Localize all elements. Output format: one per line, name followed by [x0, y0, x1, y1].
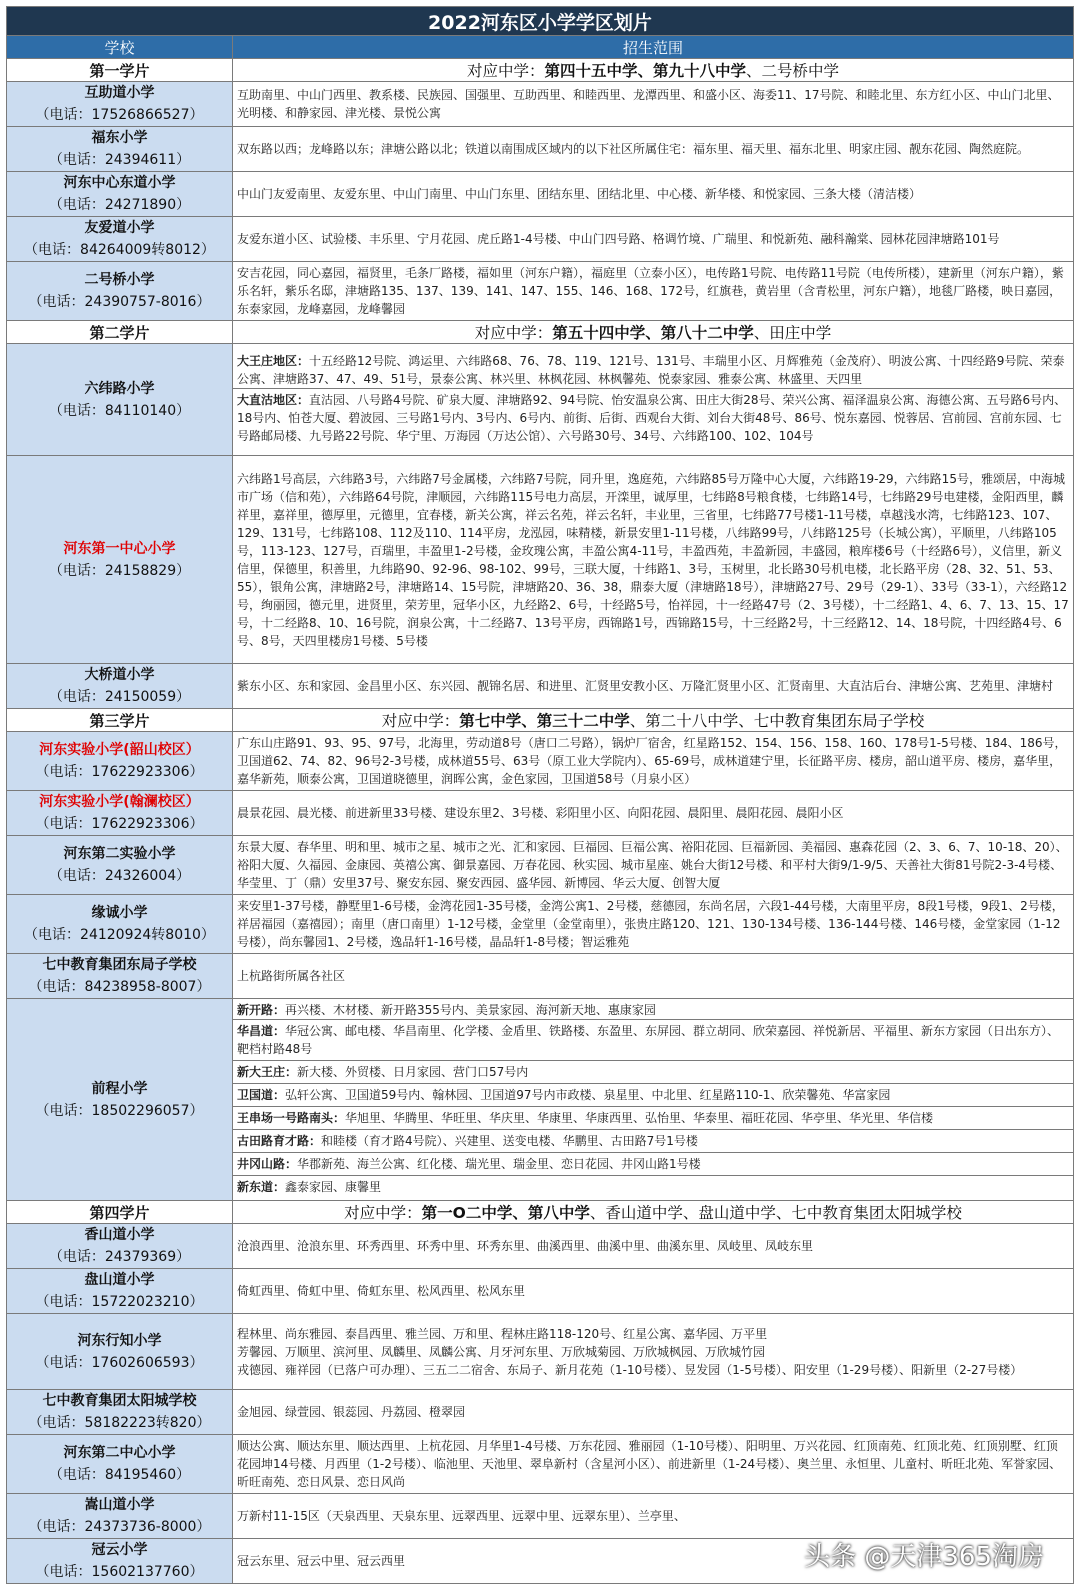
range-text: 万新村11-15区（天泉西里、天泉东里、远翠西里、远翠中里、远翠东里）、兰亭里、	[237, 1509, 686, 1523]
range-section	[233, 1083, 1073, 1106]
range-area-label: 王串场一号路南头：	[237, 1111, 346, 1125]
range-area-label: 新开路：	[237, 1003, 286, 1017]
school-phone: （电话：24271890）	[48, 197, 191, 213]
school-name: 七中教育集团太阳城学校	[42, 1393, 197, 1409]
range-text: 来安里1-37号楼，静墅里1-6号楼，金湾花园1-35号楼，金湾公寓1、2号楼，慈德园，东尚名居，六段1-44号楼，大南里平房，8段1号楼，9段1、2号楼，祥居福园（嘉禧园）；南里（唐口南里）1-12号楼，金堂里（金堂南里），张贵庄路120、121、130-134号楼、136-144号楼、146号楼，金堂家园（1-12号楼），尚东馨园1、2号楼，逸品轩1-16号楼，晶品轩1-8号楼；智运雅苑	[237, 899, 1064, 949]
enrollment-range	[233, 262, 1074, 321]
zone-name: 第二学片	[7, 321, 233, 344]
school-phone: （电话：15722023210）	[35, 1294, 204, 1310]
school-cell	[7, 1435, 233, 1494]
range-text: 紫东小区、东和家园、金昌里小区、东兴园、靓锦名居、和进里、汇贤里安教小区、万隆汇贤里小区、汇贤南里、大直沽后台、津塘公寓、艺苑里、津塘村	[237, 679, 1054, 693]
school-cell	[7, 217, 233, 262]
school-row	[7, 664, 1074, 709]
school-phone: （电话：84264009转8012）	[24, 242, 215, 258]
school-phone: （电话：58182223转820）	[28, 1415, 211, 1431]
school-name: 互助道小学	[84, 85, 155, 101]
zone-row	[7, 1201, 1074, 1224]
range-text: 中山门友爱南里、友爱东里、中山门南里、中山门东里、团结东里、团结北里、中心楼、新华楼、和悦家园、三条大楼（清洁楼）	[237, 187, 922, 201]
range-section	[237, 1437, 1069, 1491]
school-name: 六纬路小学	[84, 380, 155, 397]
school-name: 冠云小学	[91, 1542, 148, 1558]
range-section	[233, 1129, 1073, 1152]
range-area-label: 新东道：	[237, 1180, 286, 1194]
range-area-label: 新大王庄：	[237, 1065, 298, 1079]
enrollment-range	[233, 732, 1074, 791]
school-cell	[7, 664, 233, 709]
range-text: 华冠公寓、邮电楼、华昌南里、化学楼、金盾里、铁路楼、东盈里、东屏园、群立胡同、欣荣嘉园、祥悦新居、平福里、新东方家园（日出东方）、靶档村路48号	[237, 1024, 1060, 1056]
school-phone: （电话：24120924转8010）	[24, 927, 215, 943]
range-text: 六纬路1号高层，六纬路3号，六纬路7号金属楼，六纬路7号院，同升里，逸庭苑，六纬路85号万隆中心大厦，六纬路19-29，六纬路15号，雅颂居，中海城市广场（信和苑），六纬路64号院，津顺园，六纬路115号电力高层，开滦里，诚厚里，七纬路8号粮食楼，七纬路14号，七纬路29号电建楼，金阳西里，麟祥里，嘉祥里，德厚里，元德里，宜春楼，新关公寓，祥云名苑，祥云名轩，丰业里，三省里，七纬路77号楼1-11号楼，卓越浅水湾，七纬路123、107、129、131号，七纬路108、112及110、114平房，龙泓园，味精楼，新景安里1-11号楼，八纬路99号，八纬路125号（长城公寓），平顺里，八纬路105号，113-123、127号，百瑞里，丰盈里1-2号楼，金玫瑰公寓，丰盈公寓4-11号，丰盈西苑，丰盈新园，丰盛园，粮库楼6号（十经路6号），义信里，新义信里，保德里，积善里，九纬路90、92-96、98-102、99号，三联大厦，十纬路1、3号，玉树里，北长路30号机电楼，北长路平房（28、32、51、53、55），银角公寓，津塘路2号，津塘路14、15号院，津塘路20、36、38，鼎泰大厦（津塘路18号），津塘路27号、29号（29-1）、33号（33-1），六经路12号，绚丽园，德元里，进贤里，荣芳里，冠华小区，九经路2、6号，十经路5号，怡祥园，十一经路47号（2、3号楼），十二经路1、4、6、7、13、15、17号，十二经路8、10、16号院，润泉公寓，十二经路7、13号平房，西锦路1号，西锦路15号，十三经路2号，十三经路12、14、18号院，十四经路4号、6号、8号，天四里楼房1号楼、5号楼	[237, 471, 1069, 648]
school-name: 河东实验小学(翰澜校区）	[39, 794, 200, 810]
school-phone: （电话：24390757-8016）	[28, 294, 211, 310]
range-text: 和睦楼（育才路4号院）、兴建里、送变电楼、华鹏里、古田路7号1号楼	[321, 1134, 698, 1148]
enrollment-range	[233, 344, 1074, 456]
range-section	[237, 677, 1069, 695]
school-cell	[7, 1390, 233, 1435]
school-row	[7, 1314, 1074, 1390]
enrollment-range	[233, 999, 1074, 1201]
middle-schools-primary: 第四十五中学、第九十八中学	[544, 62, 746, 80]
zone-name: 第三学片	[7, 709, 233, 732]
range-section	[233, 1152, 1073, 1175]
school-row	[7, 1390, 1074, 1435]
enrollment-range	[233, 1269, 1074, 1314]
school-row	[7, 999, 1074, 1201]
school-phone: （电话：24373736-8000）	[28, 1519, 211, 1535]
school-cell	[7, 1314, 233, 1390]
range-section	[237, 470, 1069, 650]
school-cell	[7, 732, 233, 791]
range-text: 安吉花园，同心嘉园，福贤里，毛条厂路楼，福如里（河东户籍），福庭里（立泰小区），电传路1号院、电传路11号院（电传所楼），建新里（河东户籍），紫乐名轩，紫乐名邸，津塘路135、137、139、141、147、155、146、168、172号，红旗巷，黄岩里（含青松里，河东户籍），地毯厂路楼，映日嘉园，东泰家园，龙峰嘉园，龙峰馨园	[237, 266, 1064, 316]
school-row	[7, 895, 1074, 954]
school-name: 大桥道小学	[84, 667, 155, 683]
title-row	[7, 7, 1074, 36]
middle-schools-other: 、田庄中学	[753, 324, 832, 342]
school-row	[7, 456, 1074, 664]
range-section	[233, 1060, 1073, 1083]
range-section	[237, 86, 1069, 122]
school-phone: （电话：17602606593）	[35, 1354, 204, 1371]
range-text: 广东山庄路91、93、95、97号，北海里，劳动道8号（唐口二号路），锅炉厂宿舍，红星路152、154、156、158、160、178号1-5号楼、184、186号，卫国道62、74、82、96号2-3号楼，成林道55号、63号（原工业大学院内）、65-69号，成林道建宁里，长征路平房、楼房，韶山道平房、楼房，嘉华里，嘉华新苑，顺泰公寓，卫国道晓德里，润晖公寓，金色家园，卫国道58号（月泉小区）	[237, 736, 1067, 786]
school-phone: （电话：24158829）	[48, 562, 191, 579]
range-section	[237, 140, 1069, 158]
school-phone: （电话：24326004）	[48, 868, 191, 884]
enrollment-range	[233, 1390, 1074, 1435]
range-text: 双东路以西；龙峰路以东；津塘公路以北；铁道以南围成区域内的以下社区所属住宅：福东里、福天里、福东北里、明家庄园、靓东花园、陶然庭院。	[237, 142, 1030, 156]
school-name: 七中教育集团东局子学校	[42, 957, 197, 973]
range-text: 沧浪西里、沧浪东里、环秀西里、环秀中里、环秀东里、曲溪西里、曲溪中里、曲溪东里、凤岐里、凤岐东里	[237, 1239, 814, 1253]
range-text: 再兴楼、木材楼、新开路355号内、美景家园、海河新天地、惠康家园	[285, 1003, 656, 1017]
school-cell	[7, 954, 233, 999]
range-section	[237, 897, 1069, 951]
school-row	[7, 217, 1074, 262]
range-section	[233, 388, 1073, 447]
range-text: 友爱东道小区、试验楼、丰乐里、宁月花园、虎丘路1-4号楼、中山门四号路、格调竹境、广瑞里、和悦新苑、融科瀚棠、园林花园津塘路101号	[237, 232, 1000, 246]
zone-middle-schools	[233, 709, 1074, 732]
middle-schools-prefix: 对应中学：	[344, 1204, 422, 1222]
range-section	[237, 967, 1069, 985]
range-section	[237, 1237, 1069, 1255]
school-row	[7, 127, 1074, 172]
range-area-label: 卫国道：	[237, 1088, 286, 1102]
range-section	[237, 185, 1069, 203]
school-phone: （电话：84238958-8007）	[28, 979, 211, 995]
zone-middle-schools	[233, 1201, 1074, 1224]
middle-schools-primary: 第五十四中学、第八十二中学	[552, 324, 754, 342]
zone-middle-schools	[233, 321, 1074, 344]
school-name: 盘山道小学	[84, 1272, 155, 1288]
zone-name: 第一学片	[7, 59, 233, 82]
school-name: 前程小学	[91, 1080, 148, 1097]
range-section	[233, 1019, 1073, 1060]
range-section	[237, 734, 1069, 788]
zone-row	[7, 59, 1074, 82]
school-cell	[7, 895, 233, 954]
zone-row	[7, 709, 1074, 732]
zone-middle-schools	[233, 59, 1074, 82]
range-area-label: 大直沽地区：	[237, 393, 310, 407]
range-section	[237, 838, 1069, 892]
district-table	[6, 6, 1074, 1584]
school-name: 友爱道小学	[84, 220, 155, 236]
enrollment-range	[233, 836, 1074, 895]
range-section	[237, 264, 1069, 318]
school-phone: （电话：17622923306）	[35, 816, 204, 832]
enrollment-range	[233, 456, 1074, 664]
school-phone: （电话：84110140）	[48, 402, 191, 419]
school-cell	[7, 1539, 233, 1584]
range-text: 新大楼、外贸楼、日月家园、营门口57号内	[297, 1065, 529, 1079]
school-cell	[7, 836, 233, 895]
enrollment-range	[233, 1314, 1074, 1390]
middle-schools-other: 、香山道中学、盘山道中学、七中教育集团太阳城学校	[589, 1204, 962, 1222]
school-row	[7, 954, 1074, 999]
school-name: 河东实验小学(韶山校区）	[39, 742, 200, 758]
school-cell	[7, 82, 233, 127]
range-area-label: 华昌道：	[237, 1024, 286, 1038]
range-text: 冠云东里、冠云中里、冠云西里	[237, 1554, 406, 1568]
school-name: 河东行知小学	[77, 1332, 162, 1349]
middle-schools-prefix: 对应中学：	[466, 62, 545, 80]
school-phone: （电话：24150059）	[48, 689, 191, 705]
school-cell	[7, 344, 233, 456]
range-area-label: 井冈山路：	[237, 1157, 298, 1171]
school-cell	[7, 1494, 233, 1539]
enrollment-range	[233, 1435, 1074, 1494]
watermark-text: 头条 @天津365淘房	[804, 1542, 1044, 1572]
range-section	[233, 1106, 1073, 1129]
school-phone: （电话：24379369）	[48, 1249, 191, 1265]
school-name: 缘诚小学	[91, 905, 148, 921]
header-row	[7, 36, 1074, 59]
enrollment-range	[233, 954, 1074, 999]
school-name: 香山道小学	[84, 1227, 155, 1243]
school-phone: （电话：18502296057）	[35, 1102, 204, 1119]
enrollment-range	[233, 82, 1074, 127]
school-row	[7, 344, 1074, 456]
school-cell	[7, 262, 233, 321]
range-section	[237, 1403, 1069, 1421]
range-section	[237, 230, 1069, 248]
school-phone: （电话：84195460）	[48, 1467, 191, 1483]
header-range: 招生范围	[233, 36, 1074, 59]
school-cell	[7, 127, 233, 172]
school-name: 嵩山道小学	[84, 1497, 155, 1513]
school-row	[7, 791, 1074, 836]
school-name: 河东第二实验小学	[63, 846, 176, 862]
range-text: 上杭路街所属各社区	[237, 969, 346, 983]
zone-name: 第四学片	[7, 1201, 233, 1224]
range-area-label: 古田路育才路：	[237, 1134, 322, 1148]
school-row	[7, 262, 1074, 321]
school-row	[7, 732, 1074, 791]
school-cell	[7, 999, 233, 1201]
range-text: 倚虹西里、倚虹中里、倚虹东里、松风西里、松风东里	[237, 1284, 526, 1298]
school-row	[7, 1224, 1074, 1269]
enrollment-range	[233, 1224, 1074, 1269]
range-text: 鑫泰家园、康馨里	[285, 1180, 382, 1194]
enrollment-range	[233, 172, 1074, 217]
enrollment-range	[233, 664, 1074, 709]
enrollment-range	[233, 791, 1074, 836]
school-name: 河东第一中心小学	[63, 540, 176, 557]
school-phone: （电话：17622923306）	[35, 764, 204, 780]
school-cell	[7, 1269, 233, 1314]
range-section	[237, 1325, 1069, 1379]
range-text: 十五经路12号院、鸿运里、六纬路68、76、78、119、121号、131号、丰瑞里小区、月辉雅苑（金茂府）、明波公寓、十四经路9号院、荣泰公寓、津塘路37、47、49、51号，景泰公寓、林兴里、林枫花园、林枫馨苑、悦泰家园、雅泰公寓、林盛里、天四里	[237, 354, 1065, 386]
range-text: 东景大厦、春华里、明和里、城市之星、城市之光、汇和家园、巨福园、巨福公寓、裕阳花园、巨福新园、美福园、惠森花园（2、3、6、7、10-18、20）、裕阳大厦、久福园、金康园、英禧公寓、御景嘉园、万春花园、秋实园、城市星座、姚台大街12号楼、和平村大街9/1-9/5、天善社大街81号院2-3-4号楼、华莹里、丁（鼎）安里37号、聚安东园、聚安西园、盛华园、新博园、华云大厦、创智大厦	[237, 840, 1068, 890]
range-text: 金旭园、绿萱园、银蕊园、丹荔园、橙翠园	[237, 1405, 466, 1419]
school-cell	[7, 1224, 233, 1269]
zone-row	[7, 321, 1074, 344]
range-text: 弘轩公寓、卫国道59号内、翰林园、卫国道97号内市政楼、泉星里、中北里、红星路110-1、欣荣馨苑、华富家园	[285, 1088, 891, 1102]
enrollment-range	[233, 1494, 1074, 1539]
school-phone: （电话：15602137760）	[35, 1564, 204, 1580]
middle-schools-other: 、二号桥中学	[746, 62, 840, 80]
school-row	[7, 1269, 1074, 1314]
range-section	[237, 352, 1069, 388]
middle-schools-primary: 第一O二中学、第八中学	[421, 1204, 590, 1222]
range-text: 直沽园、八号路4号院、矿泉大厦、津塘路92、94号院、怡安温泉公寓、田庄大街28号、荣兴公寓、福泽温泉公寓、海德公寓、五号路6号内、18号内、怕苍大厦、碧波园、三号路1号内、3号内、6号内、前街、后街、西观台大街、刘台大街48号、86号、悦东嘉园、悦蓉居、宫前园、宫前东园、七号路邮局楼、九号路22号院、华宁里、万海园（万达公馆）、六号路30号、34号、六纬路100、102、104号	[237, 393, 1067, 443]
range-text: 互助南里、中山门西里、教系楼、民族园、国强里、互助西里、和睦西里、龙潭西里、和盛小区、海委11、17号院、和睦北里、东方红小区、中山门北里、光明楼、和静家园、津光楼、景悦公寓	[237, 88, 1060, 120]
school-cell	[7, 791, 233, 836]
range-text: 顺达公寓、顺达东里、顺达西里、上杭花园、月华里1-4号楼、万东花园、雅丽园（1-10号楼）、阳明里、万兴花园、红顶南苑、红顶北苑、红顶别墅、红顶花园坤14号楼、月西里（1-2号楼）、临池里、天池里、翠阜新村（含星河小区）、前进新里（1-24号楼）、奥兰里、永恒里、儿童村、昕旺北苑、军誉家园、昕旺南苑、恋日风景、恋日风尚	[237, 1439, 1062, 1489]
school-name: 福东小学	[91, 130, 148, 146]
header-school: 学校	[7, 36, 233, 59]
school-phone: （电话：17526866527）	[35, 107, 204, 123]
school-cell	[7, 456, 233, 664]
middle-schools-prefix: 对应中学：	[474, 324, 553, 342]
table-title: 2022河东区小学学区划片	[7, 7, 1074, 36]
enrollment-range	[233, 895, 1074, 954]
school-cell	[7, 172, 233, 217]
school-row	[7, 836, 1074, 895]
school-row	[7, 172, 1074, 217]
school-name: 河东中心东道小学	[63, 175, 176, 191]
range-text: 华旭里、华腾里、华旺里、华庆里、华康里、华康西里、弘怡里、华泰里、福旺花园、华亭里、华光里、华信楼	[345, 1111, 934, 1125]
middle-schools-prefix: 对应中学：	[381, 712, 460, 730]
school-row	[7, 82, 1074, 127]
school-phone: （电话：24394611）	[48, 152, 191, 168]
range-text: 晨景花园、晨光楼、前进新里33号楼、建设东里2、3号楼、彩阳里小区、向阳花园、晨阳里、晨阳花园、晨阳小区	[237, 806, 844, 820]
school-row	[7, 1494, 1074, 1539]
middle-schools-other: 、第二十八中学、七中教育集团东局子学校	[629, 712, 925, 730]
range-section	[237, 1001, 1069, 1019]
range-section	[237, 1507, 1069, 1525]
enrollment-range	[233, 127, 1074, 172]
range-section	[237, 804, 1069, 822]
range-text: 华郡新苑、海兰公寓、红化楼、瑞光里、瑞金里、恋日花园、井冈山路1号楼	[297, 1157, 701, 1171]
school-row	[7, 1435, 1074, 1494]
range-section	[237, 1282, 1069, 1300]
range-section	[233, 1175, 1073, 1198]
enrollment-range	[233, 217, 1074, 262]
school-name: 二号桥小学	[84, 272, 155, 288]
school-name: 河东第二中心小学	[63, 1445, 176, 1461]
middle-schools-primary: 第七中学、第三十二中学	[459, 712, 630, 730]
range-text: 程林里、尚东雅园、泰昌西里、雅兰园、万和里、程林庄路118-120号、红星公寓、嘉华园、万平里 芳馨园、万顺里、滨河里、凤麟里、凤麟公寓、月牙河东里、万欣城菊园、万欣城枫园、万欣城竹园 戎德园、雍祥园（已落户可办理）、三五二二宿舍、东局子、新月花苑（1-10号楼）、昱发园（1-5号楼）、阳安里（1-29号楼）、阳新里（2-27号楼）	[237, 1326, 1023, 1377]
range-area-label: 大王庄地区：	[237, 354, 310, 368]
